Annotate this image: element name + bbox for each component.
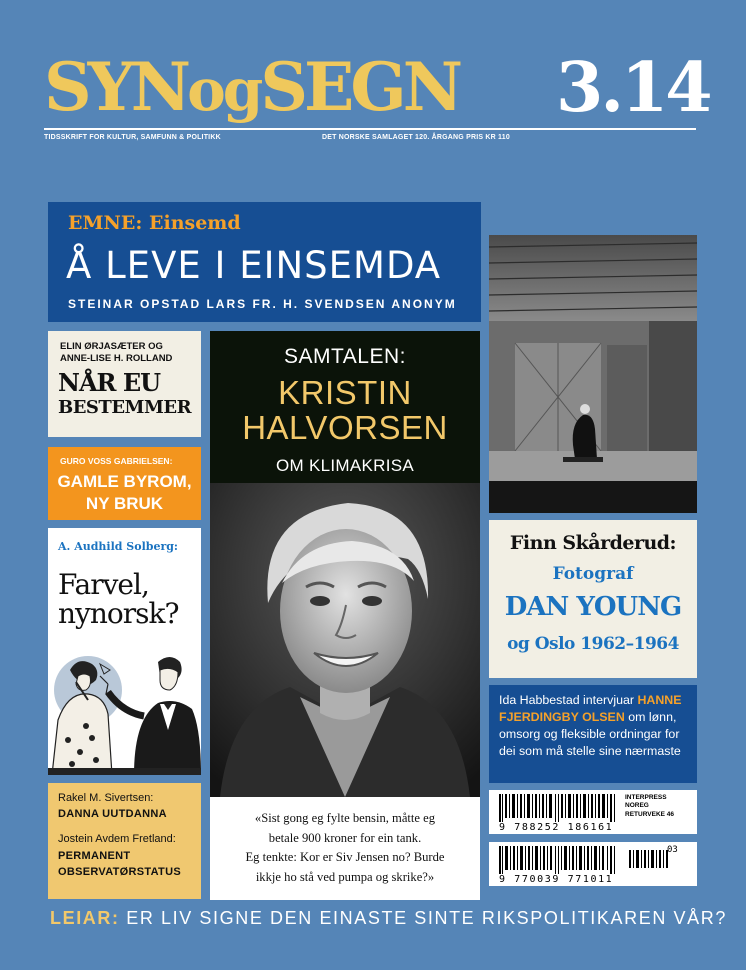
interview-header[interactable] [210,331,480,483]
quote-line-3: Eg tenkte: Kor er Siv Jensen no? Burde [245,850,445,865]
nynorsk-article-box[interactable] [48,528,201,775]
byrom-author: GURO VOSS GABRIELSEN: [60,456,173,466]
isbn-number: 9 788252 186161 [499,822,614,833]
retro-couple-illustration [48,640,201,775]
small-author-2: Jostein Avdem Fretland: [58,833,176,845]
care-article-text [499,692,691,759]
quote-line-2: betale 900 kroner for ein tank. [268,830,422,845]
nynorsk-title [58,570,178,629]
byrom-title-1: GAMLE BYROM, [57,472,192,491]
interview-subtitle: OM KLIMAKRISA [275,456,415,475]
small-title-2b: OBSERVATØRSTATUS [58,865,181,878]
interview-name-2: HALVORSEN [242,409,448,447]
finn-sub: og Oslo 1962–1964 [507,634,679,654]
finn-author: Finn Skårderud: [509,532,677,554]
photo-essay-box[interactable] [489,520,697,678]
street-photo [489,235,697,513]
theme-authors: STEINAR OPSTAD LARS FR. H. SVENDSEN ANONYM [68,297,457,311]
issue-number: 3.14 [556,48,710,128]
logo-syn: SYN [44,48,188,126]
care-article-box[interactable] [489,685,697,783]
quote-line-4: ikkje ho stå ved pumpa og skrike?» [255,869,435,884]
quote-line-1: «Sist gong eg fylte bensin, måtte eg [254,811,436,825]
issue-code: 03 [667,845,678,855]
distributor-1: INTERPRESS [625,794,667,801]
publication-info: DET NORSKE SAMLAGET 120. ÅRGANG PRIS KR 110 [322,134,510,141]
issn-number: 9 770039 771011 [499,874,614,885]
distributor-info [625,794,674,819]
barcode-bars-2 [499,846,619,874]
leiar-label: LEIAR: [50,908,120,928]
logo-segn: SEGN [260,48,460,126]
nynorsk-title-2: nynorsk? [58,597,179,631]
editorial-teaser[interactable] [50,908,727,929]
distributor-2: NOREG [625,802,649,810]
eu-authors [60,341,172,366]
small-author-1: Rakel M. Sivertsen: [58,792,154,804]
interview-quote [222,809,468,887]
leiar-text: ER LIV SIGNE DEN EINASTE SINTE RIKSPOLITIKAREN VÅR? [119,908,727,928]
nynorsk-title-1: Farvel, [58,568,149,601]
tagline: TIDSSKRIFT FOR KULTUR, SAMFUNN & POLITIKK [44,134,221,141]
barcode-isbn [489,790,697,834]
theme-box[interactable] [48,202,481,322]
finn-role: Fotograf [552,564,634,584]
eu-article-box[interactable] [48,331,201,437]
interview-name-1: KRISTIN [278,374,412,411]
small-title-2a: PERMANENT [58,850,131,862]
barcode-bars-1 [499,794,619,822]
masthead-rule [44,128,696,130]
eu-title-2: BESTEMMER [58,397,192,418]
theme-kicker: EMNE: Einsemd [68,212,241,234]
eu-author-1: ELIN ØRJASÆTER OG [60,341,163,352]
ida-highlight: HANNE FJERDINGBY OLSEN [499,693,682,724]
warehouse-scene-illustration [489,235,697,513]
eu-author-2: ANNE-LISE H. ROLLAND [60,353,173,365]
theme-title: Å LEVE I EINSEMDA [66,244,442,287]
byrom-article-box[interactable] [48,447,201,520]
nynorsk-author: A. Audhild Solberg: [58,540,178,553]
ida-pre: Ida Habbestad intervjuar [499,693,638,707]
short-articles-box[interactable] [48,783,201,899]
portrait-photo [210,483,480,797]
logo-og: og [187,56,261,124]
magazine-logo [44,48,460,126]
portrait-illustration [210,483,480,797]
finn-name: DAN YOUNG [504,592,682,622]
quote-box [210,797,480,900]
byrom-title [48,471,201,515]
byrom-title-2: NY BRUK [85,494,164,514]
interview-kicker: SAMTALEN: [284,345,406,368]
small-title-1: DANNA UUTDANNA [58,808,167,820]
barcode-issn [489,842,697,886]
interview-name [210,375,480,446]
ida-post: om lønn, omsorg og fleksible ordningar for dei som må stelle sine nærmaste [499,709,681,758]
small-title-2 [58,849,181,881]
eu-title-1: NÅR EU [58,368,161,397]
distributor-3: RETURVEKE 46 [625,810,675,818]
